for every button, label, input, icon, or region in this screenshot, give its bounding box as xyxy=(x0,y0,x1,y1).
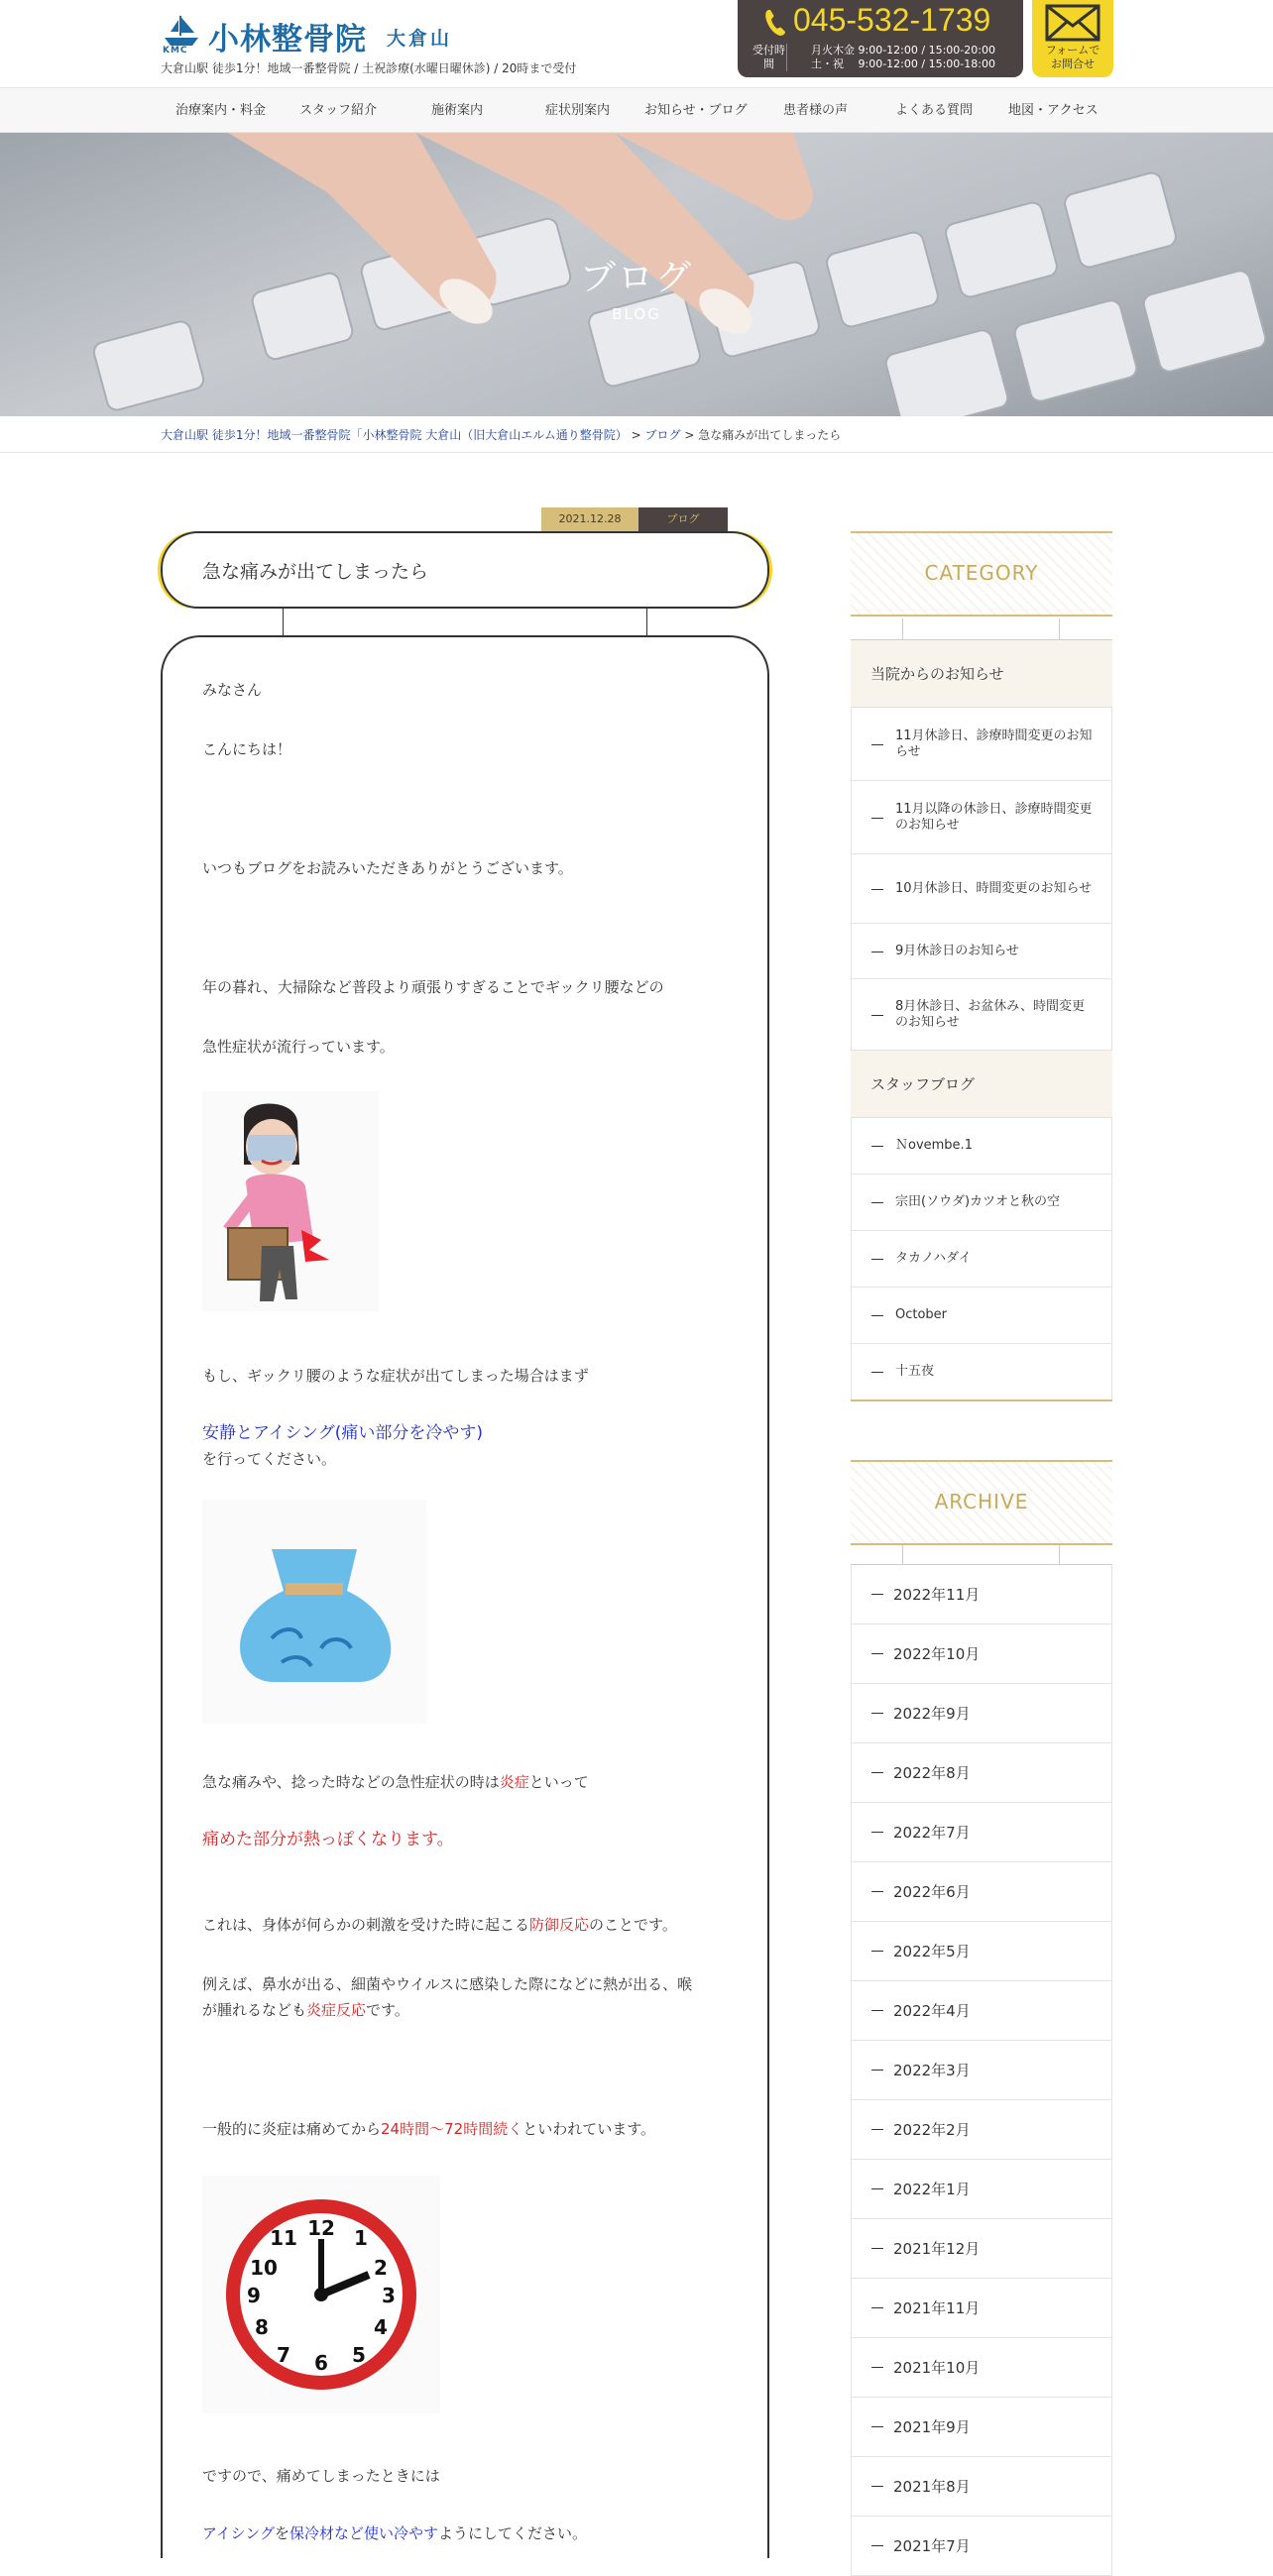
sidebar-post-title: October xyxy=(895,1307,948,1322)
global-nav xyxy=(0,87,1273,133)
form-label-line1: フォームで xyxy=(1045,44,1100,56)
post-highlight-blue: 安静とアイシング(痛い部分を冷やす) xyxy=(202,1423,483,1443)
post-paragraph: みなさん xyxy=(202,681,263,699)
archive-link[interactable] xyxy=(851,1803,1112,1862)
text-run-blue: 保冷材など使い冷やす xyxy=(289,2524,439,2542)
text-run-red: 炎症反応 xyxy=(306,2001,367,2019)
dash-bullet xyxy=(871,1891,883,1892)
archive-link[interactable] xyxy=(851,1565,1112,1624)
nav-item-access[interactable]: 地図・アクセス xyxy=(1008,103,1099,118)
dash-bullet xyxy=(871,1594,883,1595)
form-label-line2: お問合せ xyxy=(1051,57,1095,70)
sidebar-post-title: 十五夜 xyxy=(895,1364,935,1379)
archive-link[interactable] xyxy=(851,2041,1112,2100)
archive-month: 2021年11月 xyxy=(893,2299,981,2317)
post-title: 急な痛みが出てしまったら xyxy=(202,561,429,583)
sidebar-post-link[interactable] xyxy=(851,979,1112,1051)
archive-month: 2021年12月 xyxy=(893,2240,981,2258)
dash-bullet xyxy=(871,2188,883,2189)
sidebar-post-title: Ｎovembe.1 xyxy=(895,1138,973,1153)
breadcrumb xyxy=(161,426,841,443)
post-paragraph: いつもブログをお読みいただきありがとうございます。 xyxy=(202,859,573,877)
sidebar-post-link[interactable] xyxy=(851,1231,1112,1288)
post-date: 2021.12.28 xyxy=(541,507,638,531)
breadcrumb-current: 急な痛みが出てしまったら xyxy=(698,428,842,442)
sidebar-post-link[interactable] xyxy=(851,781,1112,854)
connector-line xyxy=(283,609,284,636)
logo-text: 小林整骨院 xyxy=(208,22,367,57)
sidebar-post-link[interactable] xyxy=(851,708,1112,781)
ice-bag-illustration xyxy=(202,1500,426,1724)
breadcrumb-divider xyxy=(0,452,1273,453)
archive-month: 2021年8月 xyxy=(893,2478,971,2496)
archive-month: 2021年9月 xyxy=(893,2418,971,2436)
dash-bullet xyxy=(871,1315,883,1316)
text-run: です。 xyxy=(366,2001,409,2019)
svg-text:3: 3 xyxy=(382,2284,396,2307)
text-run: これは、身体が何らかの刺激を受けた時に起こる xyxy=(202,1916,530,1934)
dash-bullet xyxy=(871,2426,883,2427)
tagline: 大倉山駅 徒歩1分！地域一番整骨院 / 土祝診療(水曜日曜休診) / 20時まで受付 xyxy=(161,61,577,75)
text-run: が腫れるなども xyxy=(202,2001,307,2019)
archive-month: 2022年5月 xyxy=(893,1943,971,1960)
post-paragraph: を行ってください。 xyxy=(202,1450,337,1468)
site-header xyxy=(0,0,1273,87)
text-run: といわれています。 xyxy=(522,2120,656,2138)
breadcrumb-separator: > xyxy=(680,428,699,442)
archive-month: 2022年10月 xyxy=(893,1645,981,1663)
archive-link[interactable] xyxy=(851,1922,1112,1981)
connector-line xyxy=(646,609,647,636)
sidebar-category-notices[interactable]: 当院からのお知らせ xyxy=(851,640,1112,708)
hours-line-saturday: 土・祝 9:00-12:00 / 15:00-18:00 xyxy=(811,57,995,70)
svg-text:9: 9 xyxy=(247,2284,261,2307)
text-run-blue: アイシング xyxy=(202,2524,275,2542)
text-run-red: 防御反応 xyxy=(529,1916,590,1934)
svg-text:2: 2 xyxy=(374,2256,388,2280)
nav-item-testimonials[interactable]: 患者様の声 xyxy=(783,103,849,118)
sidebar-post-title: 8月休診日、お盆休み、時間変更のお知らせ xyxy=(895,998,1086,1030)
dash-bullet xyxy=(871,889,883,890)
archive-link[interactable] xyxy=(851,2219,1112,2279)
nav-item-news-blog[interactable]: お知らせ・ブログ xyxy=(644,103,748,118)
text-run: を xyxy=(274,2524,289,2542)
phone-box[interactable] xyxy=(738,0,1023,77)
hours-line-weekday: 月火木金 9:00-12:00 / 15:00-20:00 xyxy=(811,44,995,56)
dash-bullet xyxy=(871,2307,883,2308)
dash-bullet xyxy=(871,1832,883,1833)
archive-month: 2022年2月 xyxy=(893,2121,971,2139)
text-run-red: 24時間～72時間続く xyxy=(381,2120,523,2138)
clock-illustration xyxy=(202,2176,440,2413)
breadcrumb-blog-link[interactable]: ブログ xyxy=(644,428,681,442)
post-paragraph xyxy=(202,1912,677,1938)
form-button-label xyxy=(1032,44,1113,71)
archive-month: 2022年11月 xyxy=(893,1586,981,1604)
phone-icon xyxy=(763,8,787,38)
post-paragraph xyxy=(202,2520,587,2546)
nav-item-treatment-fees[interactable]: 治療案内・料金 xyxy=(175,103,267,118)
phone-number[interactable]: 045-532-1739 xyxy=(793,2,991,38)
archive-month: 2021年7月 xyxy=(893,2537,971,2555)
svg-text:12: 12 xyxy=(307,2216,335,2240)
sidebar-post-link[interactable] xyxy=(851,924,1112,979)
svg-text:4: 4 xyxy=(374,2315,388,2339)
archive-link[interactable] xyxy=(851,1743,1112,1803)
text-run: のことです。 xyxy=(589,1916,677,1934)
archive-link[interactable] xyxy=(851,2100,1112,2160)
text-run: ようにしてください。 xyxy=(438,2524,588,2542)
archive-heading: ARCHIVE xyxy=(934,1490,1029,1513)
archive-heading-box xyxy=(851,1460,1112,1545)
post-paragraph xyxy=(202,1997,409,2023)
text-run: といって xyxy=(528,1773,589,1791)
dash-bullet xyxy=(871,1146,883,1147)
sidebar-post-link[interactable] xyxy=(851,1344,1112,1400)
dash-bullet xyxy=(871,1202,883,1203)
nav-item-symptoms[interactable]: 症状別案内 xyxy=(545,103,611,118)
archive-month: 2022年8月 xyxy=(893,1764,971,1782)
hero-banner xyxy=(0,133,1273,416)
archive-month: 2022年3月 xyxy=(893,2062,971,2079)
dash-bullet xyxy=(871,1015,883,1016)
svg-text:7: 7 xyxy=(277,2343,290,2367)
logo-mark-text: KMC xyxy=(163,46,188,56)
sidebar-divider xyxy=(851,1400,1112,1401)
dash-bullet xyxy=(871,1951,883,1952)
site-logo[interactable] xyxy=(161,12,458,56)
archive-link[interactable] xyxy=(851,2457,1112,2517)
dash-bullet xyxy=(871,2010,883,2011)
post-paragraph xyxy=(202,1769,589,1795)
archive-month: 2022年6月 xyxy=(893,1883,971,1901)
back-pain-illustration xyxy=(202,1091,379,1311)
hero-title: ブログ xyxy=(579,258,693,298)
text-run-red: 炎症 xyxy=(499,1773,529,1791)
dash-bullet xyxy=(871,1372,883,1373)
dash-bullet xyxy=(871,2545,883,2546)
post-paragraph: ですので、痛めてしまったときには xyxy=(202,2467,440,2485)
dash-bullet xyxy=(871,2486,883,2487)
nav-item-procedures[interactable]: 施術案内 xyxy=(431,103,484,118)
sidebar-post-link[interactable] xyxy=(851,1175,1112,1231)
archive-link[interactable] xyxy=(851,2517,1112,2576)
post-paragraph xyxy=(202,2116,655,2142)
archive-link[interactable] xyxy=(851,2279,1112,2338)
archive-link[interactable] xyxy=(851,2338,1112,2398)
post-paragraph: こんにちは！ xyxy=(202,740,292,758)
category-heading: CATEGORY xyxy=(924,561,1039,585)
archive-month: 2022年1月 xyxy=(893,2181,971,2198)
archive-link[interactable] xyxy=(851,1684,1112,1743)
category-heading-box xyxy=(851,531,1112,616)
svg-text:6: 6 xyxy=(314,2351,328,2375)
archive-month: 2021年10月 xyxy=(893,2359,981,2377)
svg-text:11: 11 xyxy=(270,2226,297,2250)
dash-bullet xyxy=(871,1713,883,1714)
sidebar-post-title: タカノハダイ xyxy=(895,1251,972,1266)
post-paragraph: 急性症状が流行っています。 xyxy=(202,1038,395,1056)
sidebar-category-staff-blog[interactable]: スタッフブログ xyxy=(851,1051,1112,1118)
dash-bullet xyxy=(871,1772,883,1773)
post-title-box xyxy=(161,531,769,609)
svg-text:10: 10 xyxy=(250,2256,278,2280)
sidebar-post-title: 宗田(ソウダ)カツオと秋の空 xyxy=(895,1194,1061,1209)
sidebar-post-title: 9月休診日のお知らせ xyxy=(895,943,1019,958)
svg-text:5: 5 xyxy=(352,2343,366,2367)
sidebar-post-title: 11月休診日、診療時間変更のお知らせ xyxy=(895,728,1093,759)
archive-link[interactable] xyxy=(851,1981,1112,2041)
archive-link[interactable] xyxy=(851,1624,1112,1684)
breadcrumb-separator: > xyxy=(627,428,645,442)
contact-form-button[interactable] xyxy=(1032,0,1113,77)
dash-bullet xyxy=(871,2129,883,2130)
heading-tab-decoration xyxy=(851,618,1112,640)
archive-link[interactable] xyxy=(851,2398,1112,2457)
svg-text:1: 1 xyxy=(354,2226,368,2250)
logo-sub: 大倉山 xyxy=(387,28,453,50)
dash-bullet xyxy=(871,2070,883,2071)
post-paragraph: 例えば、鼻水が出る、細菌やウイルスに感染した際になどに熱が出る、喉 xyxy=(202,1975,693,1993)
breadcrumb-home-link[interactable]: 大倉山駅 徒歩1分！地域一番整骨院「小林整骨院 大倉山（旧大倉山エルム通り整骨院） xyxy=(161,428,628,442)
sidebar-post-link[interactable] xyxy=(851,1118,1112,1175)
dash-bullet xyxy=(871,1259,883,1260)
svg-text:8: 8 xyxy=(255,2315,269,2339)
post-content xyxy=(161,635,769,2558)
dash-bullet xyxy=(871,2248,883,2249)
post-paragraph: もし、ギックリ腰のような症状が出てしまった場合はまず xyxy=(202,1367,589,1385)
archive-link[interactable] xyxy=(851,2160,1112,2219)
heading-tab-decoration xyxy=(851,1545,1112,1565)
sidebar-post-link[interactable] xyxy=(851,854,1112,924)
text-run: 急な痛みや、捻った時などの急性症状の時は xyxy=(202,1773,500,1791)
sidebar-post-link[interactable] xyxy=(851,1288,1112,1344)
dash-bullet xyxy=(871,2367,883,2368)
archive-month: 2022年7月 xyxy=(893,1824,971,1842)
archive-month: 2022年9月 xyxy=(893,1705,971,1723)
post-category-tag[interactable]: ブログ xyxy=(638,507,728,531)
post-paragraph: 年の暮れ、大掃除など普段より頑張りすぎることでギックリ腰などの xyxy=(202,978,664,996)
post-highlight-red: 痛めた部分が熱っぽくなります。 xyxy=(202,1830,454,1849)
nav-item-staff[interactable]: スタッフ紹介 xyxy=(299,103,378,118)
hero-subtitle: BLOG xyxy=(612,305,661,323)
dash-bullet xyxy=(871,744,883,745)
sidebar-post-title: 10月休診日、時間変更のお知らせ xyxy=(895,880,1093,896)
text-run: 一般的に炎症は痛めてから xyxy=(202,2120,382,2138)
sidebar-post-title: 11月以降の休診日、診療時間変更のお知らせ xyxy=(895,801,1093,833)
dash-bullet xyxy=(871,1653,883,1654)
archive-month: 2022年4月 xyxy=(893,2002,971,2020)
mail-icon xyxy=(1045,4,1100,42)
business-hours xyxy=(811,44,995,71)
hours-label: 受付時間 xyxy=(752,44,785,70)
archive-link[interactable] xyxy=(851,1862,1112,1922)
nav-item-faq[interactable]: よくある質問 xyxy=(895,103,974,118)
dash-bullet xyxy=(871,818,883,819)
